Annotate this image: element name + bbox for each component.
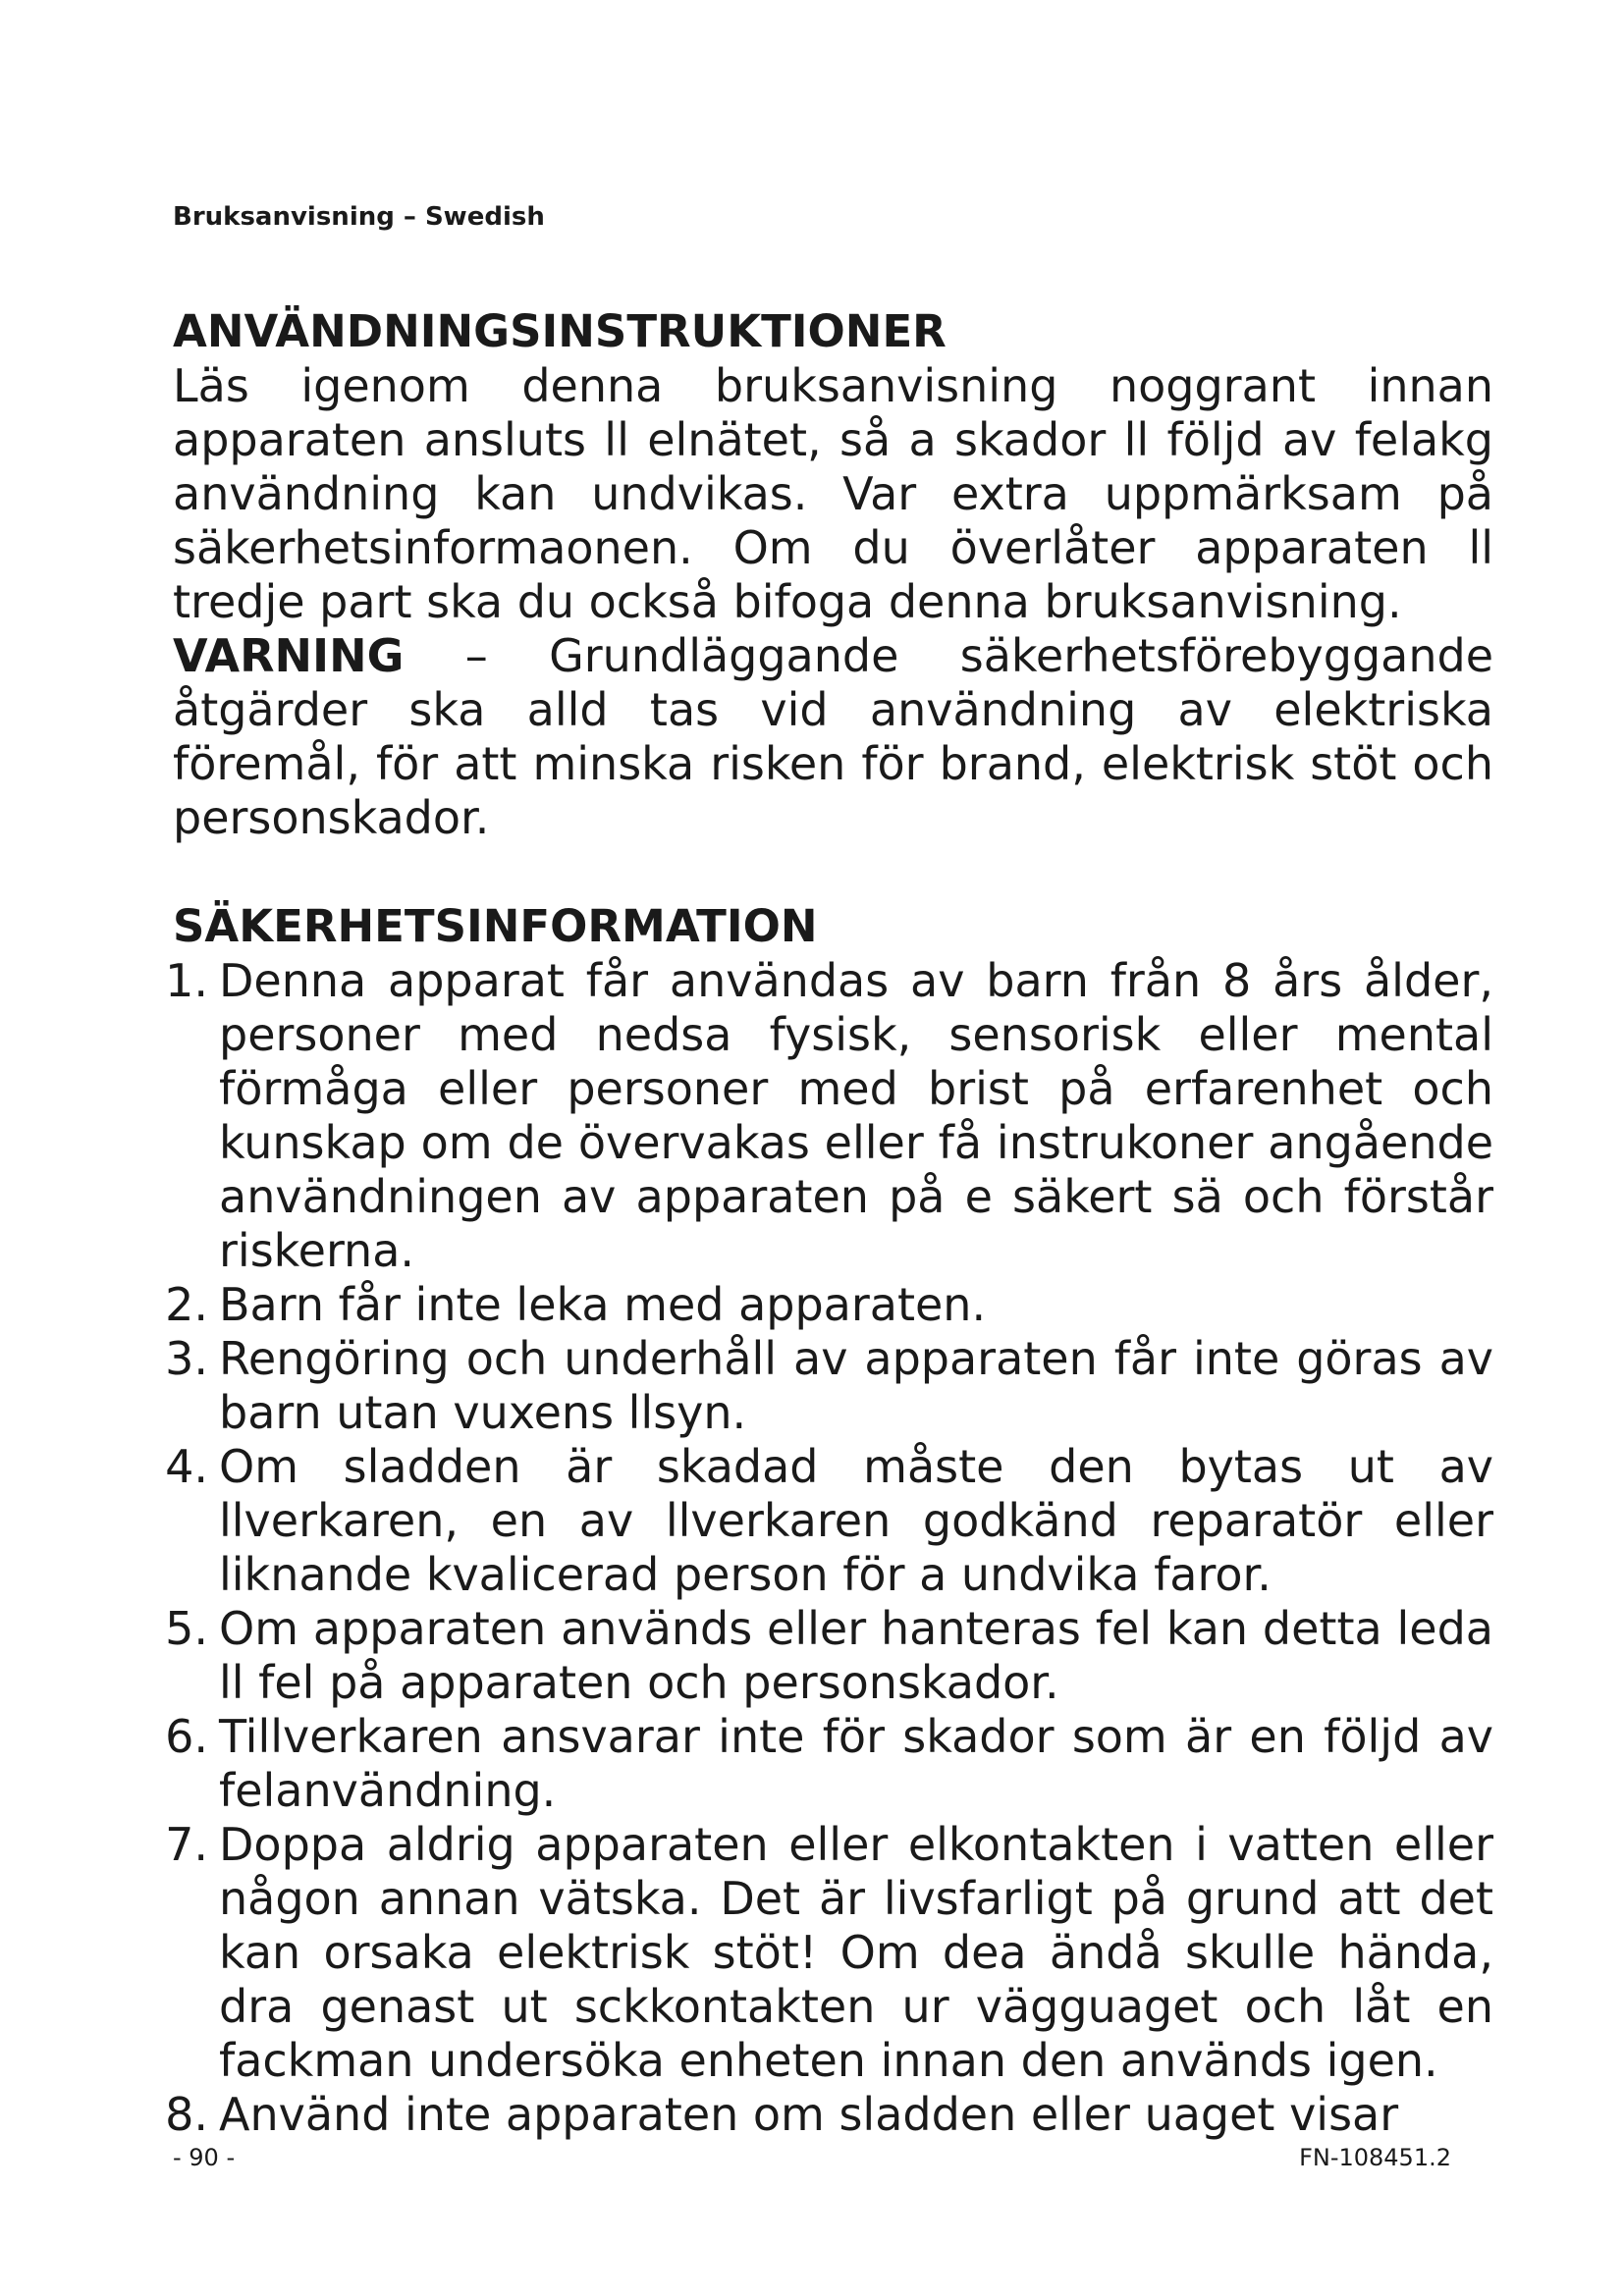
list-item xyxy=(165,1818,1493,2088)
list-item xyxy=(165,1278,1493,1332)
list-item-number: 3. xyxy=(165,1332,208,1385)
list-item-text: Rengöring och underhåll av apparaten får inte göras av barn utan vuxens llsyn. xyxy=(219,1332,1493,1439)
warning-label: VARNING xyxy=(173,629,405,682)
list-item xyxy=(165,1332,1493,1440)
list-item-number: 4. xyxy=(165,1440,208,1493)
warning-text: – Grundläggande säkerhetsförebyggande åtgärder ska alld tas vid användning av elektriska föremål, för att minska risken för brand, elektrisk stöt och personskador. xyxy=(173,629,1493,844)
list-item-text: Tillverkaren ansvarar inte för skador som är en följd av felanvändning. xyxy=(219,1710,1493,1817)
document-body xyxy=(165,304,1493,2142)
list-item xyxy=(165,954,1493,1278)
safety-heading: SÄKERHETSINFORMATION xyxy=(173,900,818,952)
list-item-text: Barn får inte leka med apparaten. xyxy=(219,1278,987,1331)
document-code: FN-108451.2 xyxy=(1299,2144,1451,2171)
warning-paragraph xyxy=(173,629,1493,845)
list-item xyxy=(165,1710,1493,1818)
safety-list xyxy=(165,954,1493,2142)
list-item-text: Om sladden är skadad måste den bytas ut av llverkaren, en av llverkaren godkänd reparatör eller liknande kvalicerad person för a undvika faror. xyxy=(219,1440,1493,1601)
list-item-text: Denna apparat får användas av barn från 8 års ålder, personer med nedsa fysisk, sensorisk eller mental förmåga eller personer med brist på erfarenhet och kunskap om de övervakas eller få instrukoner angående användningen av apparaten på e säkert sä och förstår riskerna. xyxy=(219,954,1493,1277)
header-label: Bruksanvisning – Swedish xyxy=(173,202,545,232)
list-item-number: 5. xyxy=(165,1602,208,1655)
list-item-text: Doppa aldrig apparaten eller elkontakten i vatten eller någon annan vätska. Det är livsfarligt på grund att det kan orsaka elektrisk stöt! Om dea ändå skulle hända, dra genast ut sckkontakten ur vägguaget och låt en fackman undersöka enheten innan den används igen. xyxy=(219,1818,1493,2087)
list-item-number: 6. xyxy=(165,1710,208,1763)
instructions-intro: Läs igenom denna bruksanvisning noggrant innan apparaten ansluts ll elnätet, så a skador ll följd av felakg användning kan undvikas. Var extra uppmärksam på säkerhetsinformaonen. Om du överlåter apparaten ll tredje part ska du också bifoga denna bruksanvisning. xyxy=(173,359,1493,628)
instructions-heading: ANVÄNDNINGSINSTRUKTIONER xyxy=(173,305,947,357)
section-spacer xyxy=(173,845,1493,899)
list-item-number: 2. xyxy=(165,1278,208,1331)
list-item-number: 7. xyxy=(165,1818,208,1871)
list-item-number: 1. xyxy=(165,954,208,1007)
list-item-number: 8. xyxy=(165,2088,208,2141)
page-number: - 90 - xyxy=(173,2144,236,2171)
list-item-text: Om apparaten används eller hanteras fel kan detta leda ll fel på apparaten och personskador. xyxy=(219,1602,1493,1709)
list-item xyxy=(165,2088,1493,2142)
list-item-text: Använd inte apparaten om sladden eller uaget visar xyxy=(219,2088,1399,2141)
list-item xyxy=(165,1440,1493,1602)
list-item xyxy=(165,1602,1493,1710)
